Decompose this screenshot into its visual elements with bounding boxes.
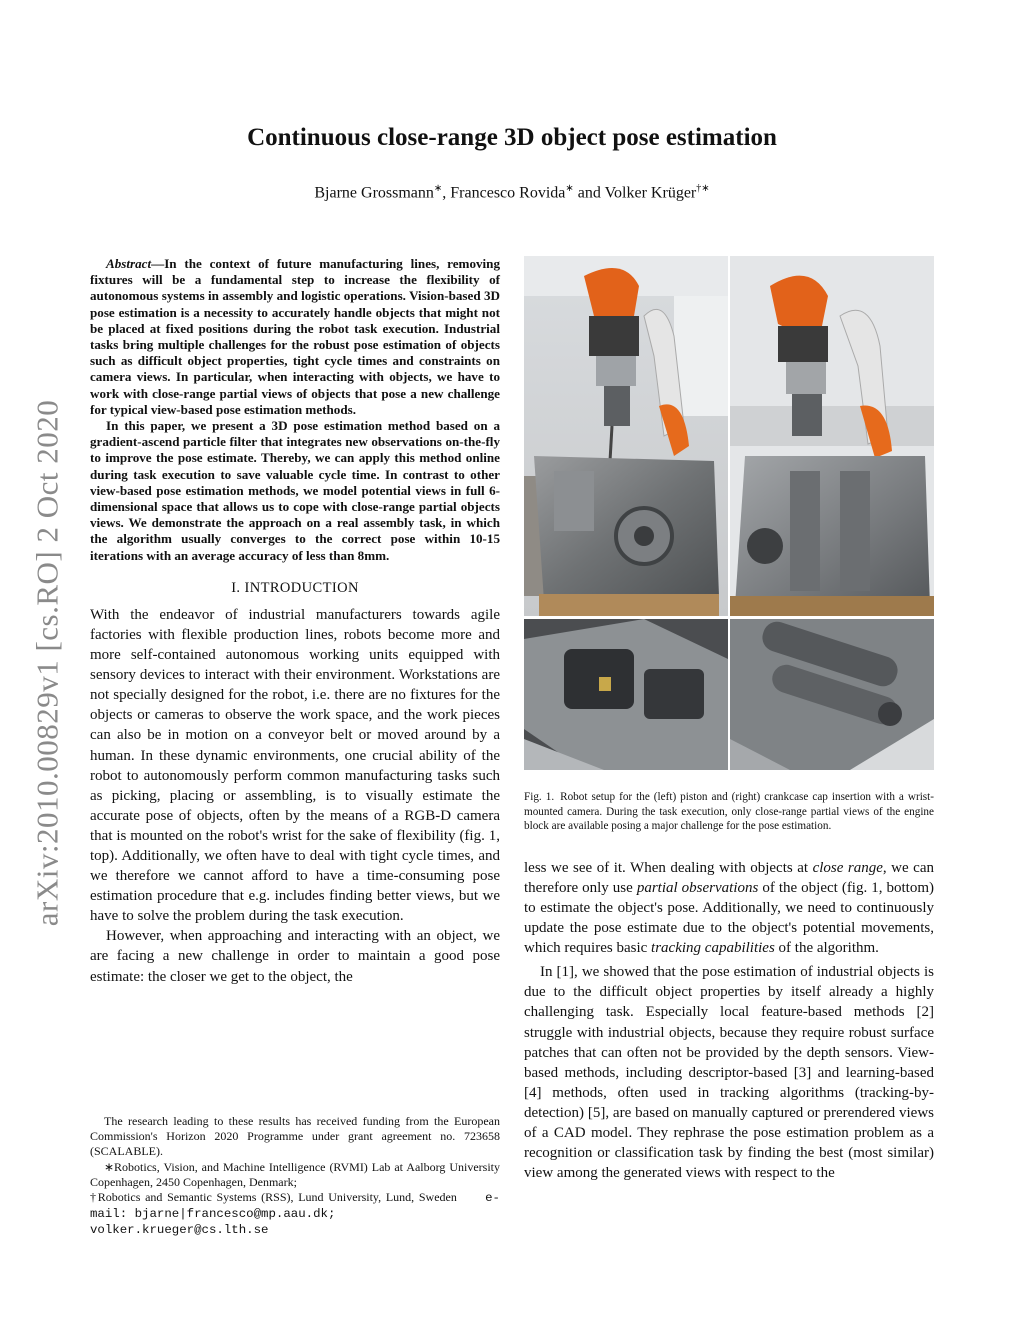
robot-photo-illustration	[524, 256, 728, 616]
affiliation-note	[90, 1190, 500, 1222]
abstract-dash: —	[151, 256, 165, 271]
photo-crankcase-setup	[730, 256, 934, 616]
abstract-paragraph: In this paper, we present a 3D pose estimation method based on a gradient-ascend particle filter that integrates new observations on-the-fly to improve the pose estimate. Thereby, we can apply this method online during task execution to save valuable cycle time. In contrast to other view-based pose estimation methods, we model potential views in full 6-dimensional space that allows us to cope with close-range partial objects views. We demonstrate the approach on a real assembly task, in which the algorithm usually converges to the correct pose within 10-15 iterations with an average accuracy of less than 8mm.	[90, 418, 500, 563]
text-run: of the algorithm.	[774, 940, 879, 957]
right-column	[524, 256, 934, 1183]
email-line[interactable]: e-mail: bjarne|francesco@mp.aau.dk;	[90, 1191, 500, 1222]
figure-caption	[524, 790, 934, 834]
affiliation-mark: ∗	[565, 183, 574, 194]
author-name: , Francesco Rovida	[442, 184, 566, 202]
photo-crankcase-closeup	[730, 619, 934, 770]
emphasis: partial observations	[636, 879, 759, 896]
body-paragraph: In [1], we showed that the pose estimation of industrial objects is due to the difficult object properties by itself already a highly challenging task. Especially local feature-based methods [2] struggle with industrial objects, because they require robust surface patches that can often not be provided by the depth sensors. View-based methods, including descriptor-based [3] and learning-based [4] methods, often used in tracking algorithms (tracking-by-detection) [5], are based on manually captured or prerendered views of a CAD model. They rephrase the pose estimation problem as a recognition or classification task by finding the best (most similar) view among the generated views with respect to the	[524, 964, 934, 1182]
email-line[interactable]: volker.krueger@cs.lth.se	[90, 1223, 269, 1238]
arxiv-side-stamp	[30, 366, 64, 960]
introduction-text	[90, 605, 500, 987]
abstract-text: In the context of future manufacturing lines, removing fixtures will be a fundamental step to increase the flexibility of autonomous systems in assembly and logistic operations. Vision-based 3D pose estimation is a necessity to accurately handle objects that might not be placed at fixed positions during the robot task execution. Industrial tasks bring multiple challenges for the robust pose estimation of objects such as difficult object properties, tight cycle times and constraints on camera views. In particular, when interacting with objects, we have to work with close-range partial views of objects that pose a new challenge for typical view-based pose estimation methods.	[90, 256, 500, 417]
closeup-illustration	[524, 619, 728, 770]
text-run: of the object (fig. 1, bottom) to estimate the object's pose. Additionally, we need to continuously update the pose estimate due to the object's potential movements, which requires basic	[524, 879, 934, 957]
funding-note: The research leading to these results has received funding from the European Commission's Horizon 2020 Programme under grant agreement no. 723658 (SCALABLE).	[90, 1114, 500, 1159]
section-heading: I. INTRODUCTION	[231, 579, 359, 596]
emphasis: close range	[812, 859, 883, 876]
photo-piston-setup	[524, 256, 728, 616]
abstract	[90, 256, 500, 564]
body-paragraph: However, when approaching and interacting with an object, we are facing a new challenge in order to maintain a good pose estimate: the closer we get to the object, the	[90, 928, 500, 985]
author-name: Bjarne Grossmann	[314, 184, 434, 202]
email-note	[90, 1222, 500, 1238]
photo-piston-closeup	[524, 619, 728, 770]
body-paragraph	[524, 858, 934, 958]
robot-photo-illustration	[730, 256, 934, 616]
figure-label: Fig. 1.	[524, 791, 555, 803]
left-column	[90, 256, 500, 987]
affiliation-mark: †∗	[696, 183, 710, 194]
text-run: less we see of it. When dealing with objects at	[524, 859, 813, 876]
figure-1	[524, 256, 934, 770]
right-body-text	[524, 858, 934, 1184]
affiliation-text: †Robotics and Semantic Systems (RSS), Lund University, Lund, Sweden	[90, 1190, 457, 1205]
closeup-illustration	[730, 619, 934, 770]
emphasis: tracking capabilities	[651, 940, 775, 957]
author-list	[0, 183, 1024, 202]
affiliation-note: ∗Robotics, Vision, and Machine Intelligence (RVMI) Lab at Aalborg University Copenhagen, 2450 Copenhagen, Denmark;	[90, 1159, 500, 1189]
caption-text: Robot setup for the (left) piston and (right) crankcase cap insertion with a wrist-mounted camera. During the task execution, only close-range partial views of the engine block are available posing a major challenge for the pose estimation.	[524, 791, 934, 833]
arxiv-identifier: arXiv:2010.00829v1 [cs.RO] 2 Oct 2020	[29, 399, 64, 927]
paper-title: Continuous close-range 3D object pose estimation	[247, 124, 777, 151]
abstract-paragraph	[90, 256, 500, 418]
body-paragraph: With the endeavor of industrial manufacturers towards agile factories with flexible production lines, robots become more and more self-contained autonomous working units equipped with sensory devices to interact with their environment. Workstations are not specially designed for the robot, i.e. there are no fixtures for the objects or cameras to observe the work space, and the work pieces can also be in motion on a conveyor belt or moved around by a human. In these dynamic environments, one crucial ability of the robot to autonomously perform common manufacturing tasks such as picking, placing or assembling, is to visually estimate the accurate pose of objects, often by the means of a RGB-D camera that is mounted on the robot's wrist for the sake of flexibility (fig. 1, top). Additionally, we often have to deal with tight cycle times, and we therefore we cannot afford to have a time-consuming pose estimation procedure that e.g. includes finding better views, but we have to solve the problem during the task execution.	[90, 606, 500, 925]
affiliation-mark: ∗	[433, 183, 443, 194]
author-name: and Volker Krüger	[573, 184, 697, 202]
abstract-label: Abstract	[106, 256, 152, 271]
footnotes	[90, 1114, 500, 1239]
text-run: , we can therefore only use	[524, 859, 934, 896]
